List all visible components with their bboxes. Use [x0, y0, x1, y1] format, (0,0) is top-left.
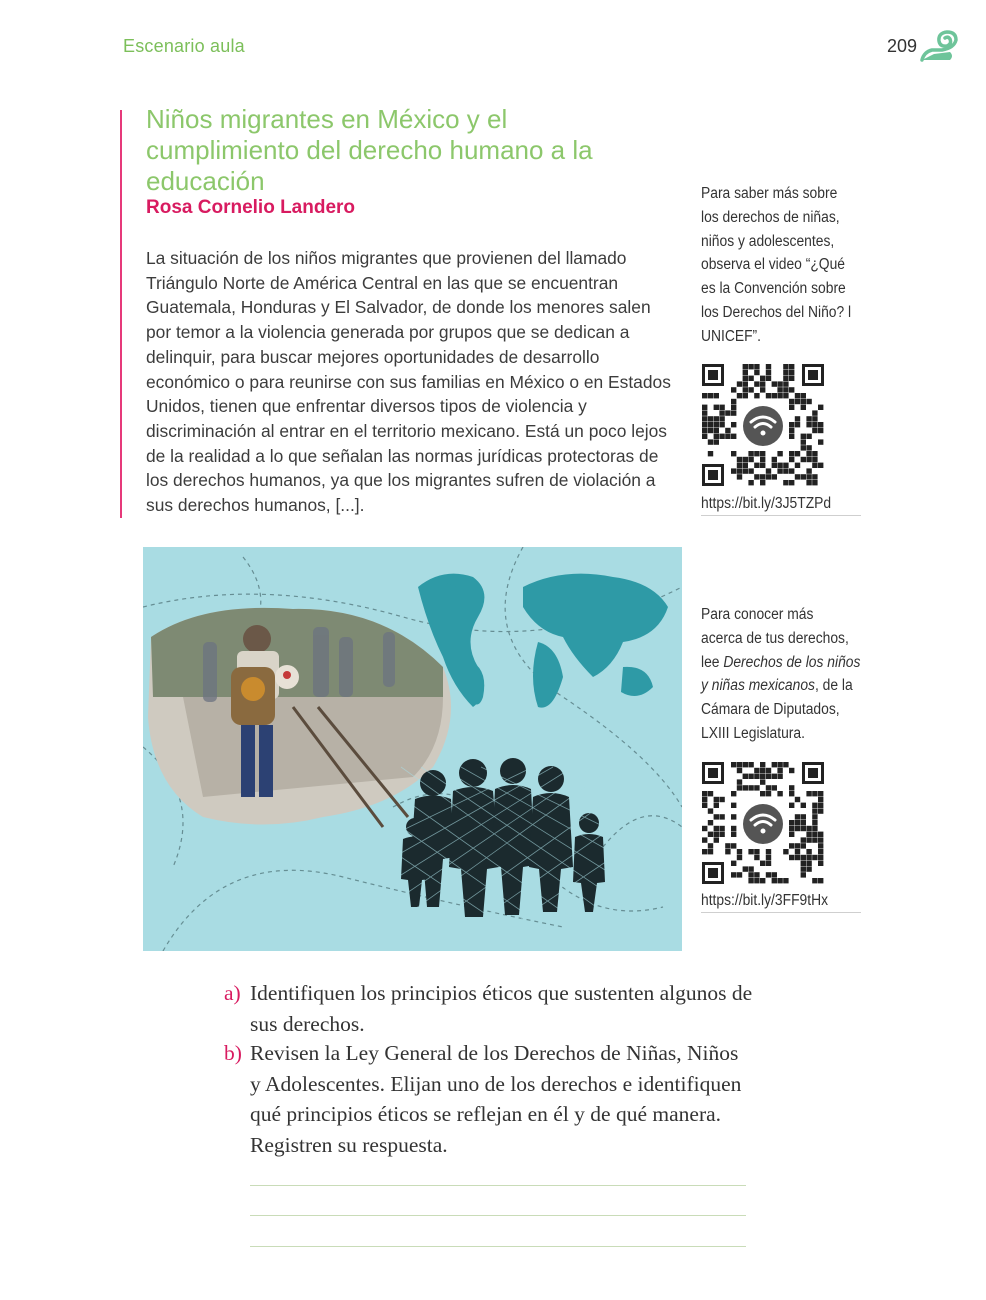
- answer-line[interactable]: [250, 1185, 746, 1186]
- qr-code-icon[interactable]: [700, 362, 826, 488]
- activity-b-text: Revisen la Ley General de los Derechos de Niñas, Niños y Adolescentes. Elijan uno de los derechos e identifiquen qué principios éticos se reflejan en él y de qué manera. Registren su respuesta.: [250, 1041, 742, 1157]
- sidebar-note-video: Para saber más sobre los derechos de niñas, niños y adolescentes, observa el video “¿Qué es la Convención sobre los Derechos del Niño? l UNICEF”.: [701, 185, 852, 345]
- migrants-illustration: [143, 547, 682, 951]
- link-unicef-video[interactable]: https://bit.ly/3J5TZPd: [701, 495, 861, 516]
- activity-a: [224, 978, 754, 1039]
- activity-a-text: Identifiquen los principios éticos que sustenten algunos de sus derechos.: [250, 981, 753, 1036]
- article-author: Rosa Cornelio Landero: [146, 197, 356, 218]
- activity-b: [224, 1038, 754, 1160]
- accent-bar: [120, 110, 122, 518]
- sidebar-note-rights: Para conocer más acerca de tus derechos, lee Derechos de los niños y niñas mexicanos, de la Cámara de Diputados, LXIII Legislatura.: [701, 606, 861, 742]
- article-body: La situación de los niños migrantes que provienen del llamado Triángulo Norte de América Central en las que se encuentran Guatemala, Honduras y El Salvador, de donde los menores salen por temor a la violencia generada por grupos que se dedican a delinquir, para buscar mejores oportunidades de desarrollo económico o para reunirse con sus familias en México o en Estados Unidos, tienen que enfrentar diversos tipos de violencia y discriminación al entrar en el territorio mexicano. Está un poco lejos de la realidad a lo que señalan las normas jurídicas protectoras de los derechos humanos, ya que los migrantes sufren de violación a sus derechos humanos, [...].: [146, 248, 671, 516]
- article-title: Niños migrantes en México y el cumplimiento del derecho humano a la educación: [146, 104, 593, 196]
- snail-icon: [920, 30, 960, 62]
- answer-line[interactable]: [250, 1246, 746, 1247]
- page-number: 209: [887, 36, 918, 56]
- activity-b-letter: b): [224, 1041, 242, 1065]
- answer-line[interactable]: [250, 1215, 746, 1216]
- section-label: Escenario aula: [123, 36, 245, 56]
- link-derechos-ninos[interactable]: https://bit.ly/3FF9tHx: [701, 892, 861, 913]
- qr-code-icon-2[interactable]: [700, 760, 826, 886]
- activity-a-letter: a): [224, 981, 241, 1005]
